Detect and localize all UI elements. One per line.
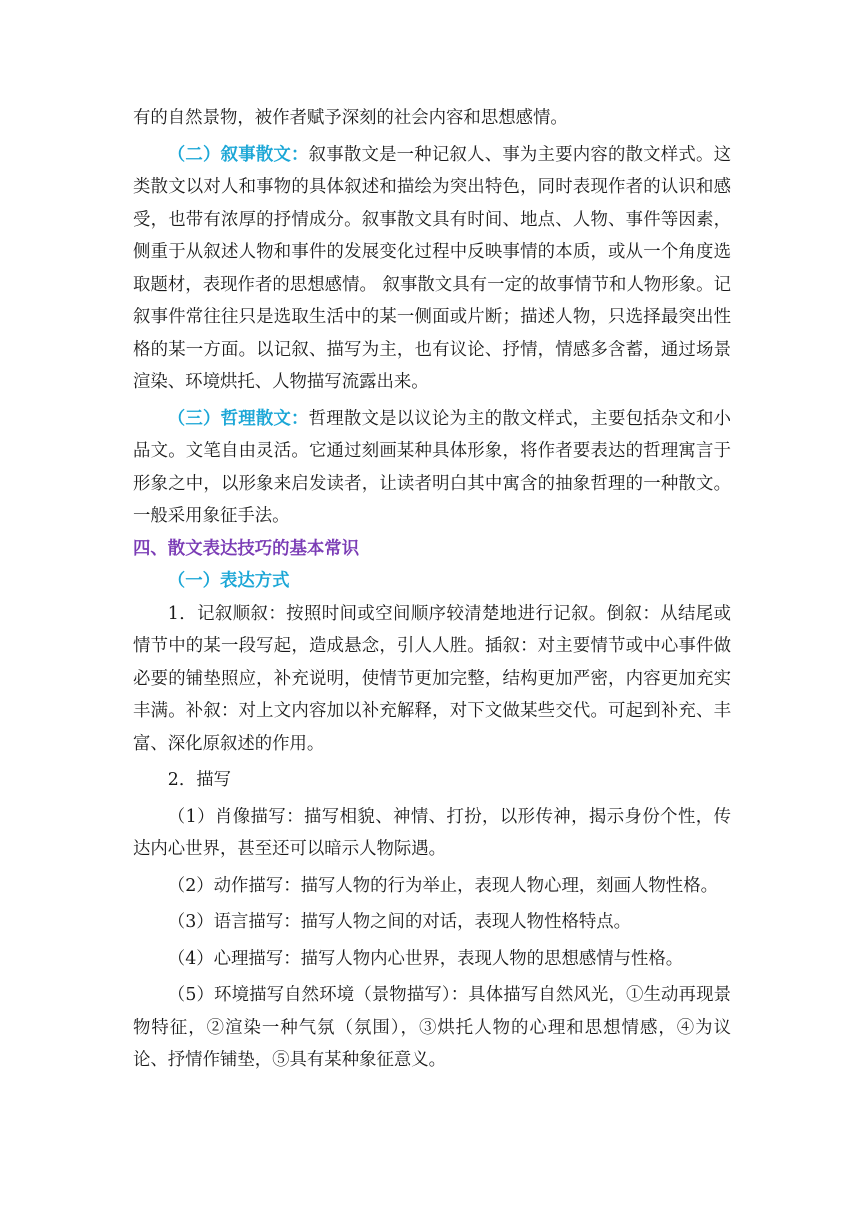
philosophical-essay-text: 哲理散文是以议论为主的散文样式，主要包括杂文和小品文。文笔自由灵活。它通过刻画某种具体形象，将作者要表达的哲理寓言于形象之中，以形象来启发读者，让读者明白其中寓含的抽象哲理的一种散文。一般采用象征手法。	[133, 408, 731, 526]
narrative-essay-paragraph	[133, 139, 731, 399]
narrative-essay-text: 叙事散文是一种记叙人、事为主要内容的散文样式。这类散文以对人和事物的具体叙述和描绘为突出特色，同时表现作者的认识和感受，也带有浓厚的抒情成分。叙事散文具有时间、地点、人物、事件等因素，侧重于从叙述人物和事件的发展变化过程中反映事情的本质，或从一个角度选取题材，表现作者的思想感情。 叙事散文具有一定的故事情节和人物形象。记叙事件常往往只是选取生活中的某一侧面或片断；描述人物，只选择最突出性格的某一方面。以记叙、描写为主，也有议论、抒情，情感多含蓄，通过场景渲染、环境烘托、人物描写流露出来。	[133, 144, 731, 392]
action-description: （2）动作描写：描写人物的行为举止，表现人物心理，刻画人物性格。	[167, 875, 718, 896]
psychological-description: （4）心理描写：描写人物内心世界，表现人物的思想感情与性格。	[167, 948, 684, 969]
document-page	[133, 102, 731, 1077]
narration-item: 1．记叙顺叙：按照时间或空间顺序较清楚地进行记叙。倒叙：从结尾或情节中的某一段写起，造成悬念，引人人胜。插叙：对主要情节或中心事件做必要的铺垫照应，补充说明，使情节更加完整，结构更加严密，内容更加充实丰满。补叙：对上文内容加以补充解释，对下文做某些交代。可起到补充、丰富、深化原叙述的作用。	[133, 603, 731, 754]
expression-methods-subheading: （一）表达方式	[167, 571, 290, 591]
language-description: （3）语言描写：描写人物之间的对话，表现人物性格特点。	[167, 912, 632, 932]
portrait-description: （1）肖像描写：描写相貌、神情、打扮，以形传神，揭示身份个性，传达内心世界，甚至还可以暗示人物际遇。	[133, 806, 731, 859]
narrative-essay-label: （二）叙事散文：	[167, 144, 309, 165]
section-four-heading: 四、散文表达技巧的基本常识	[133, 538, 360, 559]
environment-description: （5）环境描写自然环境（景物描写）：具体描写自然风光，①生动再现景物特征，②渲染一种气氛（氛围），③烘托人物的心理和思想情感，④为议论、抒情作铺垫，⑤具有某种象征意义。	[133, 985, 731, 1070]
intro-line: 有的自然景物，被作者赋予深刻的社会内容和思想感情。	[133, 108, 568, 128]
philosophical-essay-paragraph	[133, 403, 731, 533]
philosophical-essay-label: （三）哲理散文：	[167, 408, 309, 429]
description-item: 2．描写	[167, 770, 232, 790]
